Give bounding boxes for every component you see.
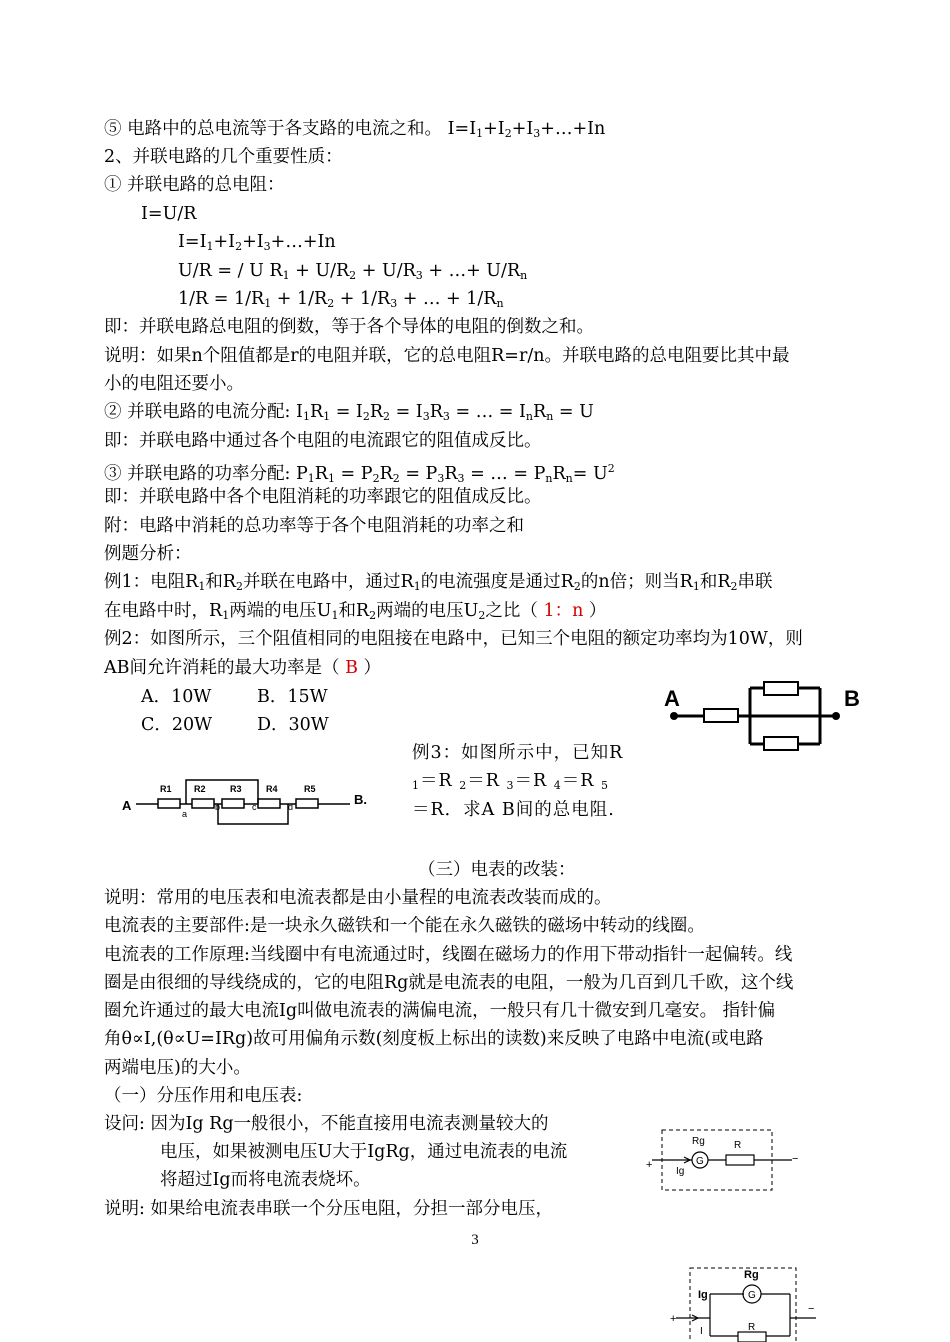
amm-g: G <box>748 1290 756 1301</box>
example-1: 例1：电阻$R_1$和$R_2$并联在电路中，通过$R_1$的电流强度是通过$R_2$的n倍；则当$R_1$和$R_2$串联 <box>104 572 773 593</box>
label-r5: R5 <box>304 784 316 794</box>
amm-r: R <box>748 1322 756 1333</box>
section-meter-conversion: （三）电表的改装： <box>418 860 576 880</box>
formula-reciprocal-sum: $1/R = 1/R_1 + 1/R_2 + 1/R_3$ + … + $1/R_n$ <box>178 289 504 310</box>
node-b-label: B <box>844 686 860 711</box>
volt-rg: Rg <box>692 1136 705 1147</box>
note-n-resistors: 说明：如果n个阻值都是r的电阻并联，它的总电阻R=r/n。并联电路的总电阻要比其中最 <box>104 346 790 366</box>
item-power-distribution: ③ 并联电路的功率分配: $P_1R_1 = P_2R_2 = P_3R_3$ = … = $P_nR_n= U^2$ <box>104 462 615 485</box>
example-1-cont: 在电路中时，$R_1$两端的电压$U_1$和$R_2$两端的电压$U_2$之比（ 1：n ） <box>104 601 607 622</box>
conclusion-reciprocal: 即：并联电路总电阻的倒数，等于各个导体的电阻的倒数之和。 <box>104 317 594 337</box>
formula-ur-sum: U/R = / U $R_1 + U/R_2 + U/R_3$ + …+ $U/R_n$ <box>178 261 528 282</box>
figure-voltmeter <box>644 1124 804 1196</box>
option-c: C．20W <box>141 715 213 735</box>
line-total-current: ⑤ 电路中的总电流等于各支路的电流之和。 $I=I_1+I_2+I_3+\dots+In$ <box>104 119 606 140</box>
para-principle-3: 圈允许通过的最大电流Ig叫做电流表的满偏电流，一般只有几十微安到几毫安。 指针偏 <box>104 1001 776 1021</box>
volt-minus: − <box>792 1153 799 1165</box>
volt-ig: Ig <box>676 1166 685 1177</box>
option-b: B．15W <box>257 687 328 707</box>
figure-ammeter <box>668 1262 828 1342</box>
item-total-resistance: ① 并联电路的总电阻： <box>104 175 285 195</box>
question-2: 电压，如果被测电压U大于IgRg，通过电流表的电流 <box>160 1142 568 1162</box>
figure-resistor-chain <box>118 770 378 830</box>
node-a: a <box>182 809 188 819</box>
example-3: 例3：如图所示中，已知R <box>412 743 624 763</box>
subsection-voltmeter: （一）分压作用和电压表: <box>104 1086 303 1106</box>
formula-current-sum: $I=I_1+I_2+I_3+\dots+In$ <box>178 232 336 253</box>
label-r4: R4 <box>266 784 278 794</box>
para-principle-1: 电流表的工作原理:当线圈中有电流通过时，线圈在磁场力的作用下带动指针一起偏转。线 <box>104 945 793 965</box>
question-1: 设问: 因为Ig Rg一般很小，不能直接用电流表测量较大的 <box>104 1114 549 1134</box>
label-r3: R3 <box>230 784 242 794</box>
example-2-cont: AB间允许消耗的最大功率是（ B ） <box>104 658 382 678</box>
node-b: b <box>215 802 221 812</box>
volt-r: R <box>734 1140 742 1151</box>
amm-minus: − <box>808 1303 815 1315</box>
amm-i: I <box>700 1326 703 1337</box>
explain-series: 说明: 如果给电流表串联一个分压电阻，分担一部分电压， <box>104 1199 553 1219</box>
para-components: 电流表的主要部件:是一块永久磁铁和一个能在永久磁铁的磁场中转动的线圈。 <box>104 916 705 936</box>
page-number: 3 <box>471 1232 479 1248</box>
label-r1: R1 <box>160 784 172 794</box>
question-3: 将超过Ig而将电流表烧坏。 <box>160 1170 371 1190</box>
figure-ab-circuit <box>660 680 870 752</box>
formula-i-ur: I=U/R <box>141 204 197 224</box>
note-total-power: 附：电路中消耗的总功率等于各个电阻消耗的功率之和 <box>104 516 524 536</box>
para-principle-5: 两端电压)的大小。 <box>104 1058 251 1078</box>
conclusion-power: 即：并联电路中各个电阻消耗的功率跟它的阻值成反比。 <box>104 487 542 507</box>
para-principle-4: 角θ∝I,(θ∝U=IRg)故可用偏角示数(刻度板上标出的读数)来反映了电路中电流(或电路 <box>104 1029 764 1049</box>
amm-ig: Ig <box>698 1289 708 1301</box>
para-explain: 说明：常用的电压表和电流表都是由小量程的电流表改装而成的。 <box>104 888 612 908</box>
example-3-end: ＝R．求A B间的总电阻. <box>412 800 615 820</box>
option-a: A．10W <box>141 687 212 707</box>
volt-g: G <box>696 1156 704 1167</box>
label-r2: R2 <box>194 784 206 794</box>
node-d: d <box>288 802 294 812</box>
node-a-label: A <box>664 686 680 711</box>
volt-plus: + <box>646 1159 653 1171</box>
conclusion-current: 即：并联电路中通过各个电阻的电流跟它的阻值成反比。 <box>104 431 542 451</box>
item-current-distribution: ② 并联电路的电流分配: $I_1R_1 = I_2R_2 = I_3R_3$ = … = $I_nR_n = U$ <box>104 402 594 423</box>
answer-b: B <box>345 658 358 678</box>
amm-plus: + <box>670 1313 677 1325</box>
amm-rg: Rg <box>744 1269 759 1281</box>
option-d: D．30W <box>257 715 329 735</box>
chain-end-a: A <box>122 798 132 813</box>
example-3-cont: $_1$＝R $_2$＝R $_3$＝R $_4$＝R $_5$ <box>412 771 609 792</box>
chain-end-b: B. <box>354 792 367 807</box>
para-principle-2: 圈是由很细的导线绕成的，它的电阻Rg就是电流表的电阻，一般为几百到几千欧，这个线 <box>104 973 794 993</box>
examples-heading: 例题分析： <box>104 544 192 564</box>
example-2: 例2：如图所示，三个阻值相同的电阻接在电路中，已知三个电阻的额定功率均为10W，则 <box>104 629 803 649</box>
note-n-resistors-cont: 小的电阻还要小。 <box>104 374 244 394</box>
section-heading-parallel: 2、并联电路的几个重要性质： <box>104 147 343 167</box>
node-c: c <box>252 802 257 812</box>
